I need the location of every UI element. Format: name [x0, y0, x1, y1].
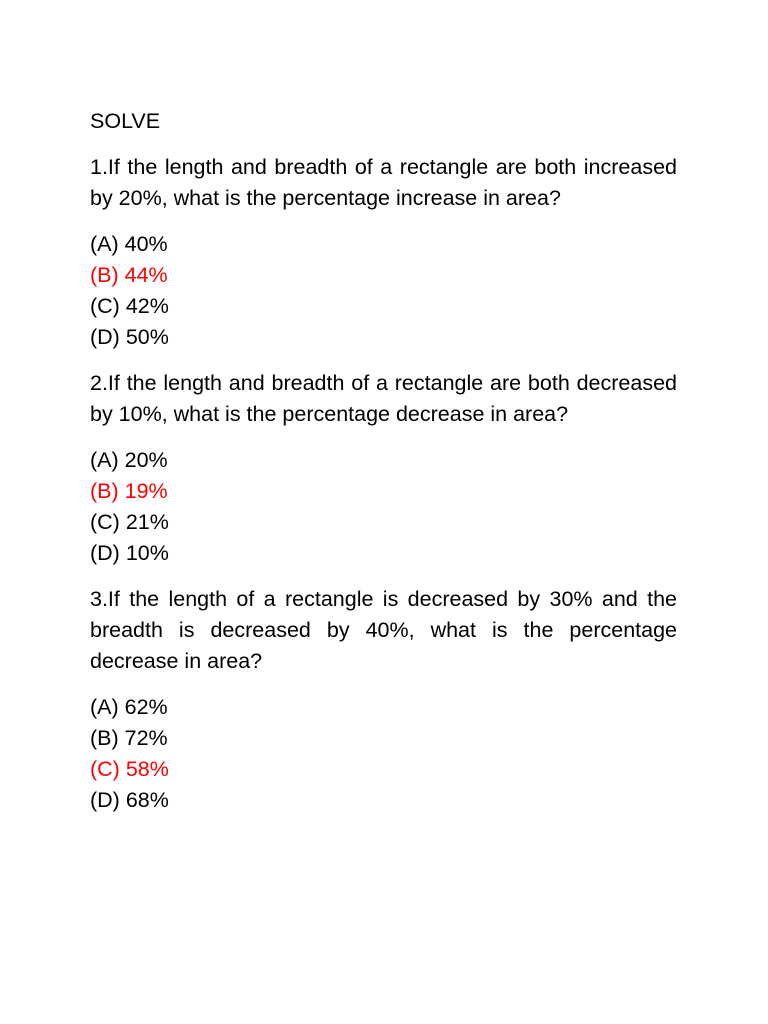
option-list [90, 445, 677, 569]
question-text: 1.If the length and breadth of a rectangle are both increased by 20%, what is the percentage increase in area? [90, 155, 677, 210]
option-c: (C) 42% [90, 294, 169, 318]
question-text: 3.If the length of a rectangle is decreased by 30% and the breadth is decreased by 40%, what is the percentage decrease in area? [90, 587, 677, 673]
option-d: (D) 50% [90, 325, 169, 349]
question-2 [90, 368, 677, 569]
page-heading: SOLVE [90, 109, 161, 133]
option-d: (D) 10% [90, 541, 169, 565]
option-c: (C) 21% [90, 510, 169, 534]
option-a: (A) 62% [90, 695, 168, 719]
option-list [90, 692, 677, 816]
option-b-highlighted: (B) 19% [90, 479, 168, 503]
question-3 [90, 584, 677, 816]
document-page [90, 106, 677, 831]
option-d: (D) 68% [90, 788, 169, 812]
question-1 [90, 152, 677, 353]
option-a: (A) 20% [90, 448, 168, 472]
option-b: (B) 72% [90, 726, 168, 750]
question-text: 2.If the length and breadth of a rectangle are both decreased by 10%, what is the percentage decrease in area? [90, 371, 677, 426]
option-a: (A) 40% [90, 232, 168, 256]
option-list [90, 229, 677, 353]
option-c-highlighted: (C) 58% [90, 757, 169, 781]
option-b-highlighted: (B) 44% [90, 263, 168, 287]
